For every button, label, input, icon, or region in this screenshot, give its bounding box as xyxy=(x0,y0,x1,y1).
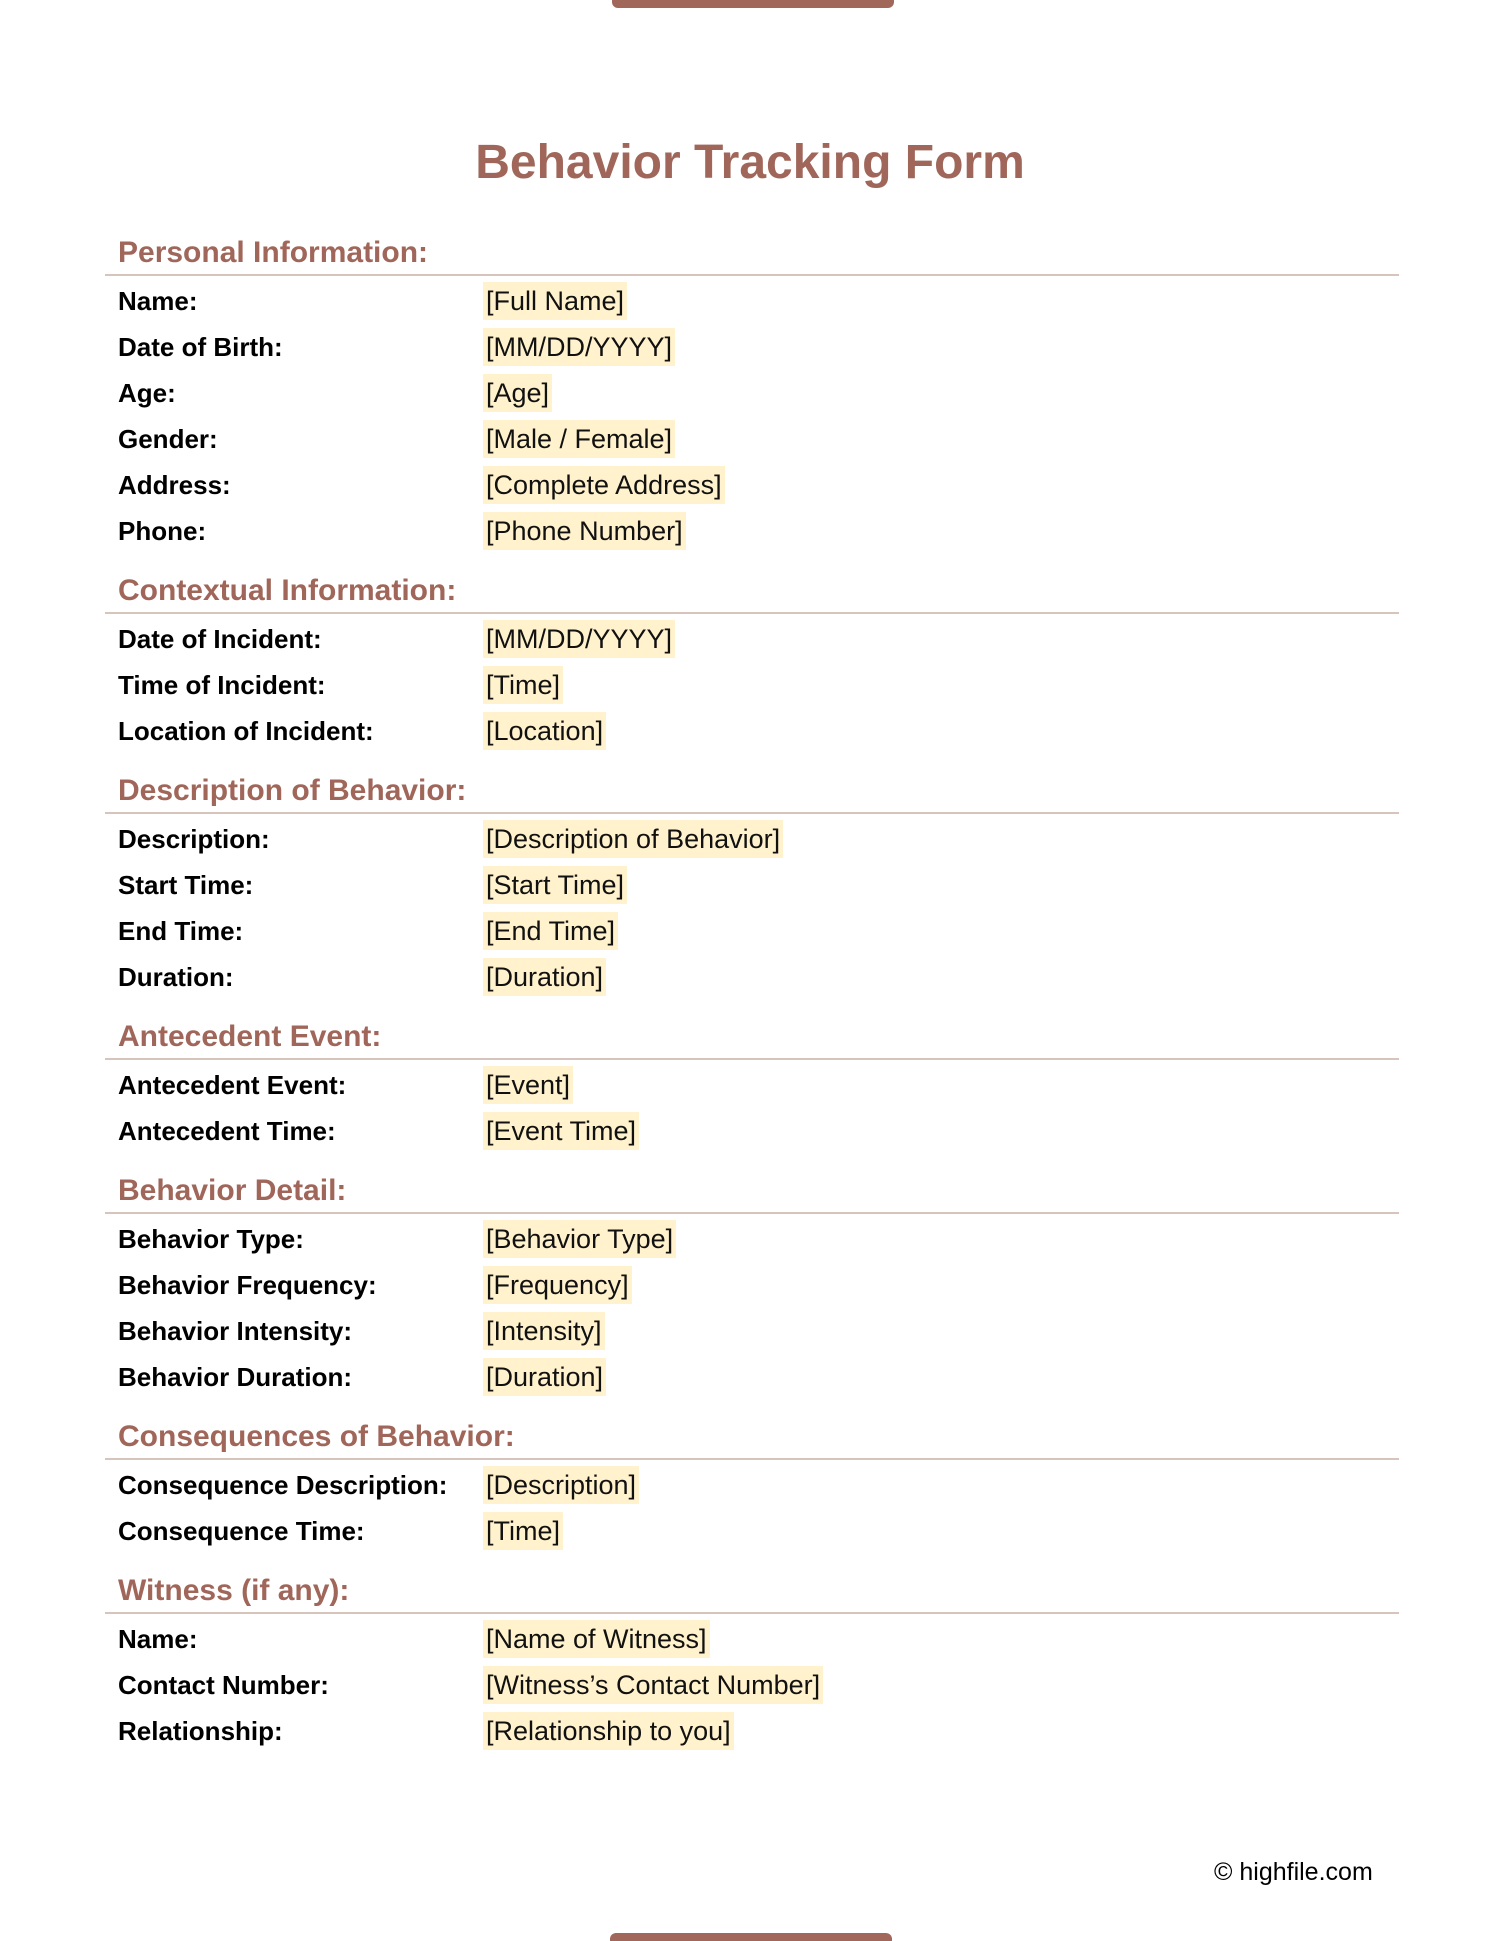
field-value-placeholder[interactable]: [Behavior Type] xyxy=(483,1220,676,1258)
field-label: Date of Birth: xyxy=(118,331,283,362)
field-value-placeholder[interactable]: [Frequency] xyxy=(483,1266,632,1304)
section-rows xyxy=(105,614,1399,770)
form-row xyxy=(105,1662,1399,1708)
bottom-decorative-bar xyxy=(610,1933,892,1941)
form-row xyxy=(105,370,1399,416)
section-heading: Contextual Information: xyxy=(105,570,1399,614)
form-row xyxy=(105,1462,1399,1508)
section-rows xyxy=(105,1060,1399,1170)
field-label: Consequence Description: xyxy=(118,1469,448,1500)
field-label: Address: xyxy=(118,469,231,500)
form-row xyxy=(105,508,1399,554)
section-rows xyxy=(105,1614,1399,1770)
field-value-placeholder[interactable]: [Time] xyxy=(483,1512,563,1550)
form-row xyxy=(105,1308,1399,1354)
field-label: Name: xyxy=(118,1623,198,1654)
form-section xyxy=(105,770,1399,1016)
field-value-placeholder[interactable]: [Description of Behavior] xyxy=(483,820,783,858)
field-label: Gender: xyxy=(118,423,218,454)
form-row xyxy=(105,862,1399,908)
form-row xyxy=(105,1062,1399,1108)
footer-copyright: © highfile.com xyxy=(1214,1858,1373,1886)
field-label: Relationship: xyxy=(118,1715,283,1746)
section-heading: Behavior Detail: xyxy=(105,1170,1399,1214)
section-rows xyxy=(105,1460,1399,1570)
field-value-placeholder[interactable]: [Name of Witness] xyxy=(483,1620,710,1658)
top-decorative-bar xyxy=(612,0,894,8)
field-label: Consequence Time: xyxy=(118,1515,365,1546)
field-value-placeholder[interactable]: [Relationship to you] xyxy=(483,1712,734,1750)
page-title: Behavior Tracking Form xyxy=(475,136,1025,190)
form-row xyxy=(105,416,1399,462)
form-row xyxy=(105,1108,1399,1154)
form-row xyxy=(105,908,1399,954)
field-value-placeholder[interactable]: [End Time] xyxy=(483,912,618,950)
form-row xyxy=(105,1262,1399,1308)
form-row xyxy=(105,1216,1399,1262)
field-value-placeholder[interactable]: [Duration] xyxy=(483,958,606,996)
field-label: Antecedent Event: xyxy=(118,1069,347,1100)
field-label: End Time: xyxy=(118,915,244,946)
field-value-placeholder[interactable]: [Description] xyxy=(483,1466,639,1504)
form-section xyxy=(105,570,1399,770)
form-section xyxy=(105,1016,1399,1170)
form-row xyxy=(105,324,1399,370)
form-row xyxy=(105,1616,1399,1662)
field-value-placeholder[interactable]: [Witness’s Contact Number] xyxy=(483,1666,823,1704)
form-row xyxy=(105,1708,1399,1754)
field-value-placeholder[interactable]: [Full Name] xyxy=(483,282,627,320)
form-row xyxy=(105,708,1399,754)
field-label: Antecedent Time: xyxy=(118,1115,336,1146)
field-label: Behavior Type: xyxy=(118,1223,304,1254)
field-value-placeholder[interactable]: [Phone Number] xyxy=(483,512,686,550)
section-heading: Antecedent Event: xyxy=(105,1016,1399,1060)
section-heading: Personal Information: xyxy=(105,232,1399,276)
section-heading: Consequences of Behavior: xyxy=(105,1416,1399,1460)
field-label: Age: xyxy=(118,377,176,408)
field-label: Contact Number: xyxy=(118,1669,329,1700)
form-row xyxy=(105,954,1399,1000)
field-label: Location of Incident: xyxy=(118,715,374,746)
form-row xyxy=(105,816,1399,862)
field-label: Start Time: xyxy=(118,869,254,900)
field-value-placeholder[interactable]: [Age] xyxy=(483,374,552,412)
section-heading: Description of Behavior: xyxy=(105,770,1399,814)
form-section xyxy=(105,232,1399,570)
field-label: Behavior Duration: xyxy=(118,1361,353,1392)
form-row xyxy=(105,616,1399,662)
field-value-placeholder[interactable]: [Complete Address] xyxy=(483,466,725,504)
field-label: Behavior Frequency: xyxy=(118,1269,377,1300)
form-row xyxy=(105,662,1399,708)
field-value-placeholder[interactable]: [Event Time] xyxy=(483,1112,639,1150)
field-label: Date of Incident: xyxy=(118,623,322,654)
field-value-placeholder[interactable]: [Intensity] xyxy=(483,1312,605,1350)
form-row xyxy=(105,1508,1399,1554)
form-row xyxy=(105,278,1399,324)
field-label: Name: xyxy=(118,285,198,316)
section-rows xyxy=(105,276,1399,570)
form-section xyxy=(105,1170,1399,1416)
field-label: Time of Incident: xyxy=(118,669,326,700)
field-value-placeholder[interactable]: [MM/DD/YYYY] xyxy=(483,328,675,366)
field-label: Phone: xyxy=(118,515,207,546)
form-section xyxy=(105,1416,1399,1570)
field-value-placeholder[interactable]: [Location] xyxy=(483,712,606,750)
section-rows xyxy=(105,1214,1399,1416)
form-body xyxy=(105,232,1399,1770)
section-heading: Witness (if any): xyxy=(105,1570,1399,1614)
form-row xyxy=(105,462,1399,508)
field-value-placeholder[interactable]: [Event] xyxy=(483,1066,573,1104)
field-value-placeholder[interactable]: [Start Time] xyxy=(483,866,627,904)
section-rows xyxy=(105,814,1399,1016)
field-value-placeholder[interactable]: [MM/DD/YYYY] xyxy=(483,620,675,658)
field-value-placeholder[interactable]: [Time] xyxy=(483,666,563,704)
field-label: Description: xyxy=(118,823,270,854)
form-section xyxy=(105,1570,1399,1770)
field-label: Behavior Intensity: xyxy=(118,1315,353,1346)
field-label: Duration: xyxy=(118,961,234,992)
field-value-placeholder[interactable]: [Male / Female] xyxy=(483,420,675,458)
field-value-placeholder[interactable]: [Duration] xyxy=(483,1358,606,1396)
form-row xyxy=(105,1354,1399,1400)
